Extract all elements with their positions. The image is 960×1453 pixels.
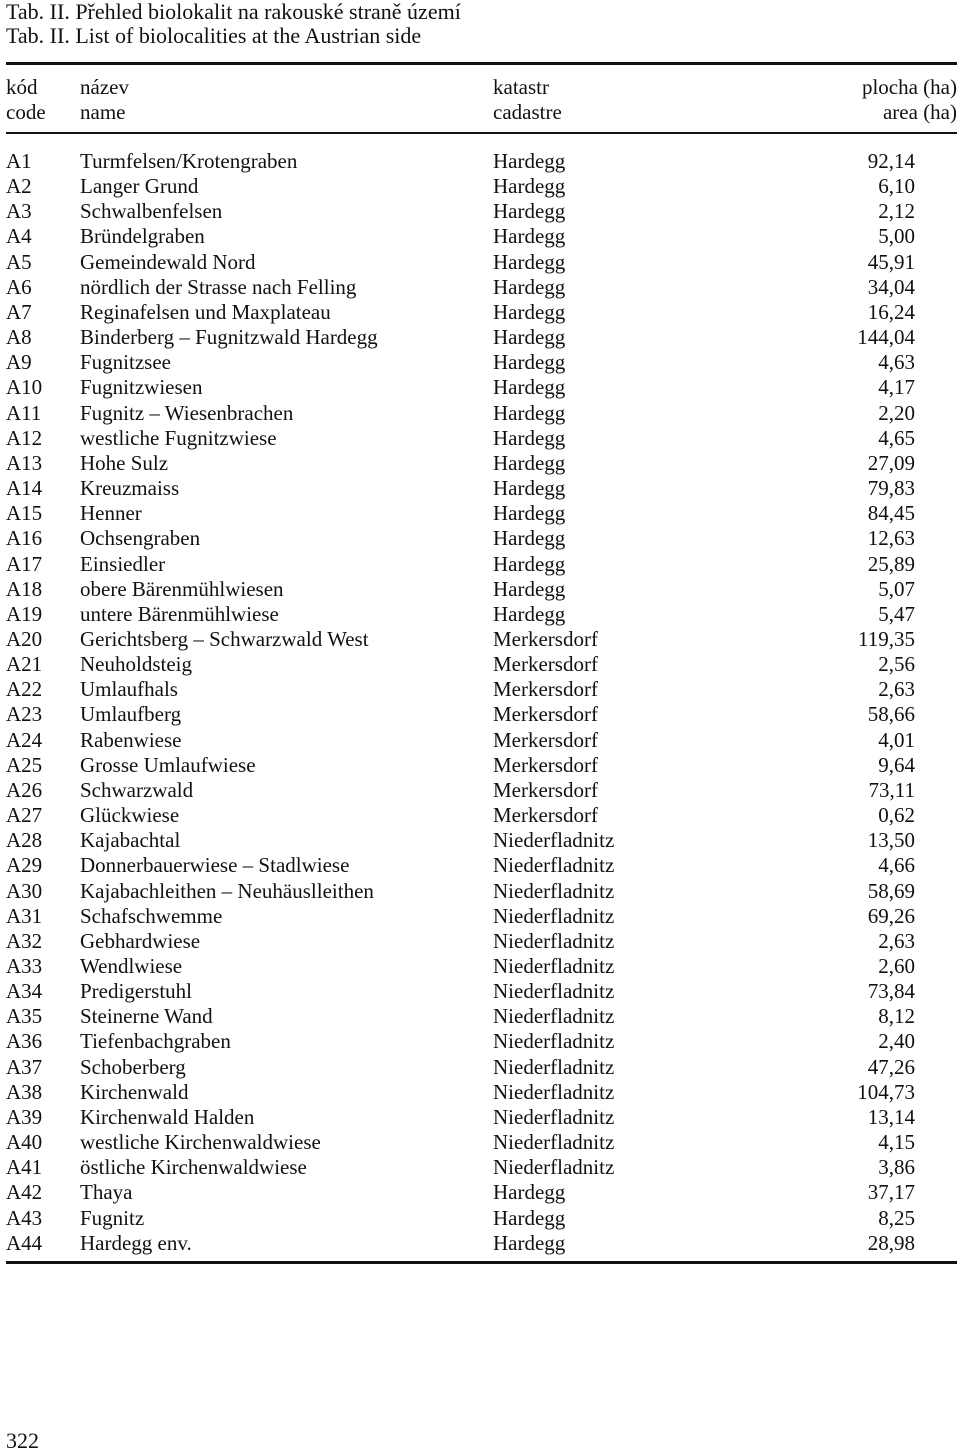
cell-area: 45,91 (867, 249, 915, 274)
cell-cadastre: Niederfladnitz (493, 903, 615, 928)
cell-cadastre: Merkersdorf (493, 626, 598, 651)
cell-area: 2,12 (878, 199, 915, 224)
cell-cadastre: Hardegg (493, 350, 566, 375)
cell-cadastre: Merkersdorf (493, 727, 598, 752)
cell-name: Tiefenbachgraben (80, 1029, 231, 1054)
cell-cadastre: Niederfladnitz (493, 1029, 615, 1054)
cell-code: A26 (6, 777, 43, 802)
cell-cadastre: Niederfladnitz (493, 954, 615, 978)
cell-cadastre: Merkersdorf (493, 752, 598, 777)
cell-name: Einsiedler (80, 551, 166, 576)
cell-code: A18 (6, 576, 43, 601)
cell-area: 16,24 (867, 299, 915, 324)
table-row (6, 476, 957, 501)
table-row (6, 803, 957, 828)
table-row (6, 300, 957, 325)
cell-area: 2,63 (878, 677, 915, 702)
cell-code: A29 (6, 853, 43, 878)
table-row (6, 602, 957, 627)
table-row (6, 853, 957, 878)
cell-code: A43 (6, 1205, 43, 1230)
table-row (6, 199, 957, 224)
cell-name: Gemeindewald Nord (80, 249, 256, 274)
table-header-rule (6, 132, 957, 134)
table-row (6, 426, 957, 451)
cell-cadastre: Niederfladnitz (493, 828, 615, 853)
cell-name: Ochsengraben (80, 526, 201, 551)
cell-code: A16 (6, 526, 43, 551)
table-row (6, 753, 957, 778)
cell-name: Kirchenwald (80, 1079, 189, 1104)
cell-code: A3 (6, 199, 32, 224)
cell-name: Glückwiese (80, 803, 180, 828)
table-header (6, 75, 957, 125)
table-row (6, 577, 957, 602)
cell-code: A13 (6, 450, 43, 475)
table-row (6, 1206, 957, 1231)
header-name-cz: název (80, 75, 129, 99)
table-caption-cz: Tab. II. Přehled biolokalit na rakouské straně území (6, 0, 461, 24)
cell-name: östliche Kirchenwaldwiese (80, 1155, 307, 1180)
cell-name: Henner (80, 501, 142, 526)
table-row (6, 250, 957, 275)
cell-area: 2,40 (878, 1029, 915, 1054)
cell-code: A22 (6, 677, 43, 702)
cell-area: 4,63 (878, 350, 915, 375)
cell-name: Kirchenwald Halden (80, 1104, 255, 1129)
cell-area: 4,65 (878, 425, 915, 450)
table-row (6, 627, 957, 652)
cell-area: 13,14 (867, 1104, 915, 1129)
cell-name: Bründelgraben (80, 224, 205, 249)
table-row (6, 501, 957, 526)
cell-cadastre: Hardegg (493, 601, 566, 626)
cell-name: Umlaufberg (80, 702, 182, 727)
cell-name: untere Bärenmühlwiese (80, 601, 279, 626)
table-row (6, 979, 957, 1004)
page-number: 322 (6, 1428, 39, 1453)
cell-code: A15 (6, 501, 43, 526)
cell-name: Steinerne Wand (80, 1004, 213, 1029)
cell-name: Predigerstuhl (80, 979, 192, 1004)
cell-code: A35 (6, 1004, 43, 1029)
table-row (6, 904, 957, 929)
table-row (6, 929, 957, 954)
cell-area: 5,00 (878, 224, 915, 249)
cell-cadastre: Hardegg (493, 526, 566, 551)
cell-area: 73,11 (868, 777, 915, 802)
cell-area: 8,12 (878, 1004, 915, 1029)
cell-area: 79,83 (867, 476, 915, 501)
cell-code: A33 (6, 954, 43, 978)
cell-code: A44 (6, 1230, 43, 1255)
table-caption-en: Tab. II. List of biolocalities at the Austrian side (6, 23, 422, 48)
table-row (6, 1105, 957, 1130)
cell-cadastre: Hardegg (493, 450, 566, 475)
cell-name: Kajabachtal (80, 828, 181, 853)
table-row (6, 174, 957, 199)
table-row (6, 1029, 957, 1054)
header-name (80, 75, 129, 125)
cell-code: A21 (6, 652, 43, 677)
cell-name: Reginafelsen und Maxplateau (80, 299, 331, 324)
header-cadastre-cz: katastr (493, 75, 549, 99)
table-row (6, 728, 957, 753)
cell-area: 69,26 (867, 903, 915, 928)
cell-cadastre: Hardegg (493, 576, 566, 601)
cell-cadastre: Hardegg (493, 1230, 566, 1255)
cell-name: Schwarzwald (80, 777, 194, 802)
cell-name: Fugnitz (80, 1205, 145, 1230)
header-cadastre-en: cadastre (493, 100, 562, 124)
cell-cadastre: Niederfladnitz (493, 979, 615, 1004)
cell-code: A1 (6, 149, 32, 173)
cell-name: Gebhardwiese (80, 928, 201, 953)
table-row (6, 275, 957, 300)
cell-cadastre: Hardegg (493, 199, 566, 224)
cell-code: A31 (6, 903, 43, 928)
cell-area: 4,15 (878, 1130, 915, 1155)
cell-name: Binderberg – Fugnitzwald Hardegg (80, 325, 378, 350)
cell-area: 12,63 (867, 526, 915, 551)
cell-area: 25,89 (867, 551, 915, 576)
header-area-cz: plocha (ha) (861, 75, 957, 99)
cell-name: Donnerbauerwiese – Stadlwiese (80, 853, 350, 878)
cell-cadastre: Niederfladnitz (493, 878, 615, 903)
cell-name: Turmfelsen/Krotengraben (80, 149, 298, 173)
table-body (6, 149, 957, 1256)
cell-cadastre: Hardegg (493, 174, 566, 199)
cell-name: Hardegg env. (80, 1230, 192, 1255)
cell-area: 0,62 (878, 803, 915, 828)
cell-code: A10 (6, 375, 43, 400)
table-row (6, 350, 957, 375)
cell-area: 13,50 (867, 828, 915, 853)
cell-code: A25 (6, 752, 43, 777)
cell-cadastre: Niederfladnitz (493, 1054, 615, 1079)
cell-cadastre: Niederfladnitz (493, 1155, 615, 1180)
table-row (6, 451, 957, 476)
table-row (6, 325, 957, 350)
cell-area: 5,47 (878, 601, 915, 626)
cell-cadastre: Merkersdorf (493, 777, 598, 802)
cell-area: 37,17 (867, 1180, 915, 1205)
table-row (6, 149, 957, 174)
cell-name: Rabenwiese (80, 727, 182, 752)
cell-area: 3,86 (878, 1155, 915, 1180)
cell-area: 144,04 (857, 325, 915, 350)
cell-code: A38 (6, 1079, 43, 1104)
cell-code: A17 (6, 551, 43, 576)
cell-area: 84,45 (867, 501, 915, 526)
cell-name: Gerichtsberg – Schwarzwald West (80, 626, 369, 651)
cell-area: 8,25 (878, 1205, 915, 1230)
cell-code: A39 (6, 1104, 43, 1129)
cell-cadastre: Hardegg (493, 274, 566, 299)
cell-area: 73,84 (867, 979, 915, 1004)
cell-cadastre: Hardegg (493, 501, 566, 526)
table-row (6, 1055, 957, 1080)
cell-cadastre: Niederfladnitz (493, 853, 615, 878)
cell-name: Schoberberg (80, 1054, 186, 1079)
header-code (6, 75, 46, 125)
cell-cadastre: Niederfladnitz (493, 1004, 615, 1029)
cell-code: A20 (6, 626, 43, 651)
cell-name: Grosse Umlaufwiese (80, 752, 256, 777)
table-row (6, 224, 957, 249)
header-code-en: code (6, 100, 46, 124)
table-row (6, 828, 957, 853)
cell-code: A37 (6, 1054, 43, 1079)
cell-cadastre: Hardegg (493, 1180, 566, 1205)
cell-cadastre: Hardegg (493, 375, 566, 400)
cell-code: A19 (6, 601, 43, 626)
cell-code: A30 (6, 878, 43, 903)
cell-name: Hohe Sulz (80, 450, 169, 475)
cell-cadastre: Hardegg (493, 299, 566, 324)
cell-code: A12 (6, 425, 43, 450)
cell-code: A9 (6, 350, 32, 375)
cell-area: 6,10 (878, 174, 915, 199)
cell-code: A42 (6, 1180, 43, 1205)
cell-code: A41 (6, 1155, 43, 1180)
cell-area: 4,01 (878, 727, 915, 752)
cell-code: A11 (6, 400, 42, 425)
cell-area: 58,69 (867, 878, 915, 903)
table-row (6, 702, 957, 727)
table-top-rule (6, 62, 957, 65)
cell-cadastre: Hardegg (493, 149, 566, 173)
cell-code: A6 (6, 274, 32, 299)
table-row (6, 552, 957, 577)
cell-cadastre: Hardegg (493, 224, 566, 249)
cell-code: A4 (6, 224, 32, 249)
cell-code: A23 (6, 702, 43, 727)
cell-code: A8 (6, 325, 32, 350)
cell-code: A32 (6, 928, 43, 953)
cell-code: A27 (6, 803, 43, 828)
cell-name: Wendlwiese (80, 954, 183, 978)
cell-code: A14 (6, 476, 43, 501)
cell-name: Thaya (80, 1180, 133, 1205)
table-row (6, 526, 957, 551)
cell-area: 4,17 (878, 375, 915, 400)
cell-code: A2 (6, 174, 32, 199)
table-row (6, 1155, 957, 1180)
cell-code: A36 (6, 1029, 43, 1054)
table-row (6, 1130, 957, 1155)
cell-name: Schafschwemme (80, 903, 223, 928)
cell-area: 2,63 (878, 928, 915, 953)
table-row (6, 879, 957, 904)
cell-cadastre: Merkersdorf (493, 702, 598, 727)
cell-name: nördlich der Strasse nach Felling (80, 274, 357, 299)
cell-cadastre: Hardegg (493, 325, 566, 350)
table-row (6, 1080, 957, 1105)
cell-name: obere Bärenmühlwiesen (80, 576, 284, 601)
header-cadastre (493, 75, 562, 125)
cell-code: A28 (6, 828, 43, 853)
cell-area: 2,60 (878, 954, 915, 978)
cell-area: 2,56 (878, 652, 915, 677)
cell-area: 27,09 (867, 450, 915, 475)
header-area-en: area (ha) (882, 100, 957, 124)
cell-code: A24 (6, 727, 43, 752)
cell-area: 92,14 (867, 149, 915, 173)
cell-area: 2,20 (878, 400, 915, 425)
header-code-cz: kód (6, 75, 38, 99)
cell-cadastre: Merkersdorf (493, 652, 598, 677)
cell-area: 47,26 (867, 1054, 915, 1079)
cell-cadastre: Niederfladnitz (493, 1130, 615, 1155)
cell-area: 104,73 (857, 1079, 915, 1104)
cell-name: Fugnitzwiesen (80, 375, 203, 400)
table-row (6, 1231, 957, 1256)
cell-area: 34,04 (867, 274, 915, 299)
cell-code: A34 (6, 979, 43, 1004)
cell-cadastre: Merkersdorf (493, 677, 598, 702)
cell-code: A5 (6, 249, 32, 274)
cell-name: Schwalbenfelsen (80, 199, 223, 224)
cell-cadastre: Hardegg (493, 425, 566, 450)
header-area (862, 75, 957, 125)
table-bottom-rule (6, 1261, 957, 1264)
cell-cadastre: Niederfladnitz (493, 1104, 615, 1129)
cell-cadastre: Hardegg (493, 551, 566, 576)
cell-name: Kajabachleithen – Neuhäuslleithen (80, 878, 374, 903)
table-row (6, 677, 957, 702)
cell-name: Langer Grund (80, 174, 199, 199)
cell-area: 5,07 (878, 576, 915, 601)
cell-area: 119,35 (858, 626, 915, 651)
cell-cadastre: Hardegg (493, 400, 566, 425)
table-row (6, 1180, 957, 1205)
cell-cadastre: Hardegg (493, 476, 566, 501)
table-row (6, 401, 957, 426)
cell-cadastre: Niederfladnitz (493, 928, 615, 953)
cell-name: westliche Kirchenwaldwiese (80, 1130, 321, 1155)
cell-name: Umlaufhals (80, 677, 178, 702)
table-row (6, 375, 957, 400)
cell-area: 28,98 (867, 1230, 915, 1255)
table-row (6, 1004, 957, 1029)
cell-code: A7 (6, 299, 32, 324)
table-row (6, 778, 957, 803)
cell-name: Neuholdsteig (80, 652, 192, 677)
cell-name: Kreuzmaiss (80, 476, 180, 501)
cell-area: 58,66 (867, 702, 915, 727)
cell-cadastre: Merkersdorf (493, 803, 598, 828)
cell-name: westliche Fugnitzwiese (80, 425, 277, 450)
cell-name: Fugnitzsee (80, 350, 171, 375)
header-name-en: name (80, 100, 126, 124)
cell-cadastre: Niederfladnitz (493, 1079, 615, 1104)
cell-cadastre: Hardegg (493, 249, 566, 274)
table-row (6, 652, 957, 677)
cell-area: 4,66 (878, 853, 915, 878)
cell-code: A40 (6, 1130, 43, 1155)
table-row (6, 954, 957, 979)
cell-name: Fugnitz – Wiesenbrachen (80, 400, 294, 425)
cell-cadastre: Hardegg (493, 1205, 566, 1230)
cell-area: 9,64 (878, 752, 915, 777)
